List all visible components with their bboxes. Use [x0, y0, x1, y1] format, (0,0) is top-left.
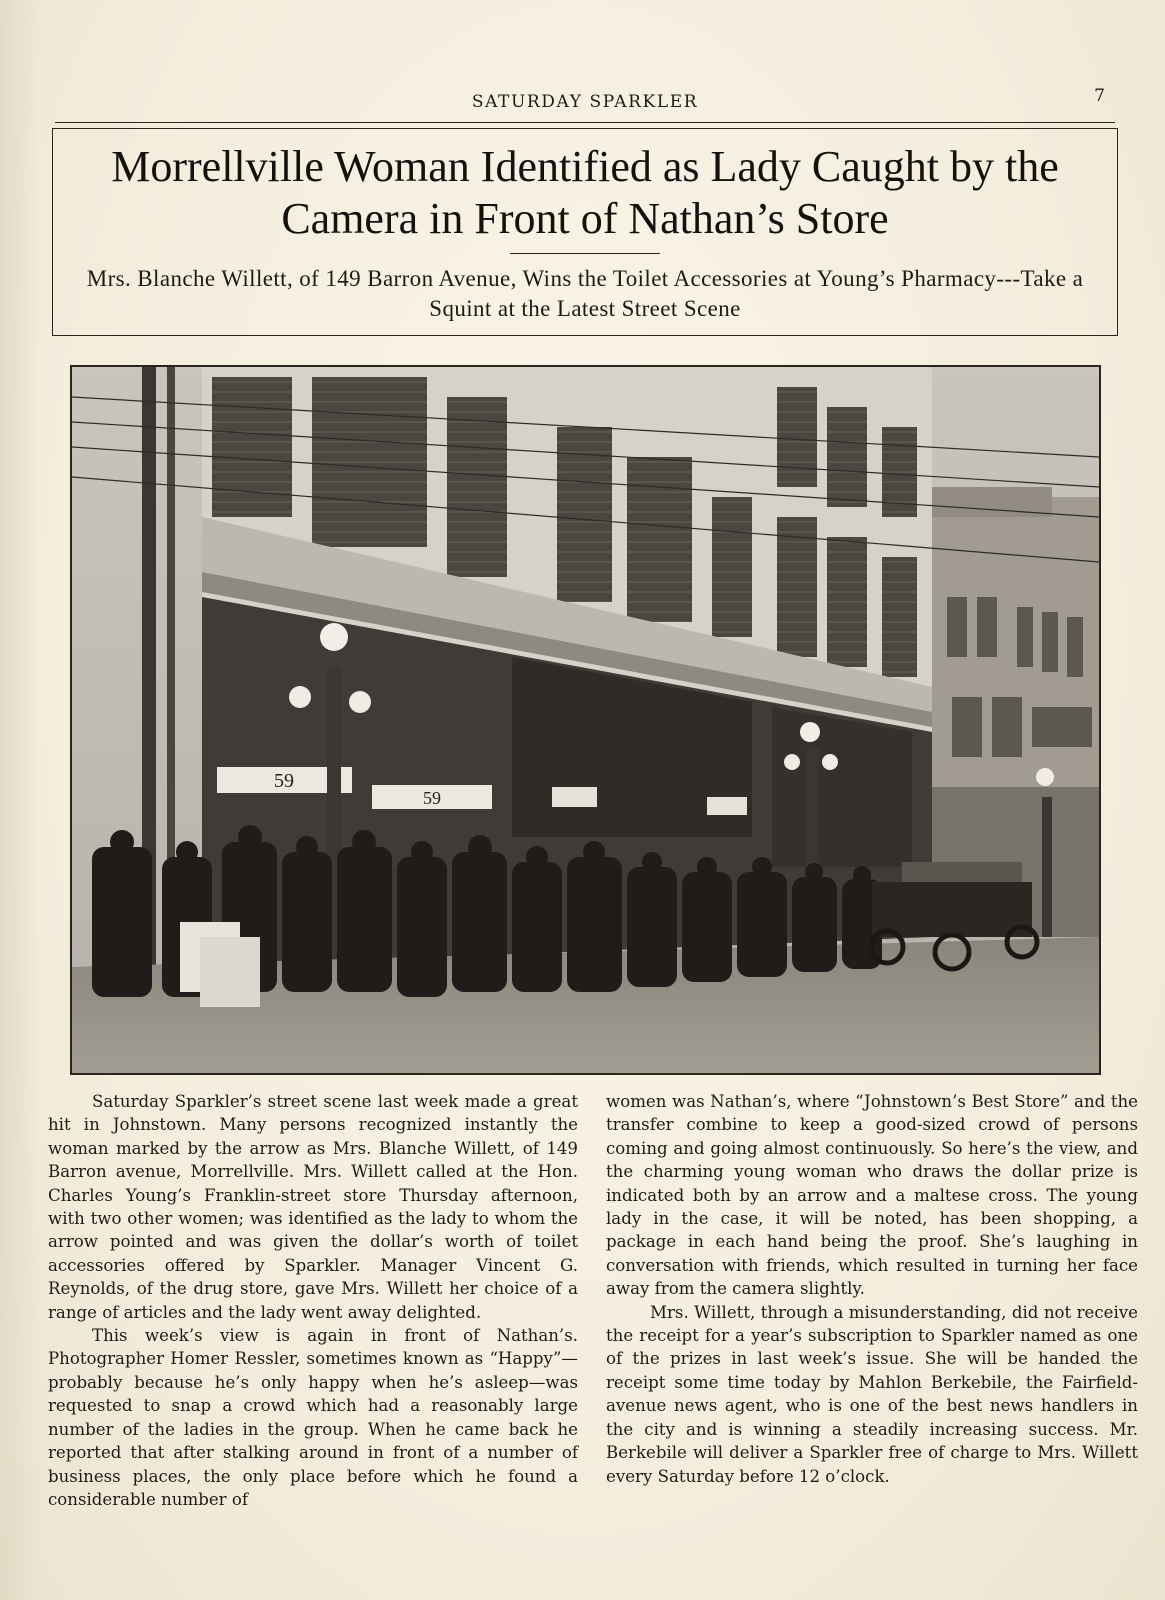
publication-title: SATURDAY SPARKLER [471, 92, 699, 112]
article-paragraph: Mrs. Willett, through a misunderstanding, did not receive the receipt for a year’s subscription to Sparkler named as one of the prizes in last week’s issue. She will be handed the receipt some time today by Mahlon Berkebile, the Fairfield-avenue news agent, who is one of the best news handlers in the city and is winning a steadily increasing success. Mr. Berkebile will deliver a Sparkler free of charge to Mrs. Willett every Saturday before 12 o’clock. [606, 1302, 1138, 1486]
article-paragraph: This week’s view is again in front of Nathan’s. Photographer Homer Ressler, sometimes known as “Happy”—probably because he’s only happy when he’s asleep—was requested to snap a crowd which had a reasonably large number of the ladies in the group. When he came back he reported that after stalking around in front of a number of business places, the only place before which he found a considerable number of [48, 1326, 578, 1509]
article-headline: Morrellville Woman Identified as Lady Caught by the Camera in Front of Nathan’s Store [111, 142, 1059, 243]
sign-price-right: 59 [423, 788, 441, 808]
article-paragraph-continued: women was Nathan’s, where “Johnstown’s Best Store” and the transfer combine to keep a good-sized crowd of persons coming and going almost continuously. So here’s the view, and the charming young woman who draws the dollar prize is indicated both by an arrow and a maltese cross. The young lady in the case, it will be noted, has been shopping, a package in each hand being the proof. She’s laughing in conversation with friends, which resulted in turning her face away from the camera slightly. [606, 1092, 1138, 1299]
article-paragraph: Saturday Sparkler’s street scene last week made a great hit in Johnstown. Many persons recognized instantly the woman marked by the arrow as Mrs. Blanche Willett, of 149 Barron avenue, Morrellville. Mrs. Willett called at the Hon. Charles Young’s Franklin-street store Thursday afternoon, with two other women; was identified as the lady to whom the arrow pointed and was given the dollar’s worth of toilet accessories offered by Sparkler. Manager Vincent G. Reynolds, of the drug store, gave Mrs. Willett her choice of a range of articles and the lady went away delighted. [48, 1092, 578, 1322]
page-fold-shadow [0, 0, 40, 1600]
article-column-right [606, 1090, 1138, 1488]
article-subheadline: Mrs. Blanche Willett, of 149 Barron Avenue, Wins the Toilet Accessories at Young’s Pharmacy---Take a Squint at the Latest Street Scene [86, 266, 1084, 321]
running-head [55, 86, 1115, 123]
sidewalk-board [200, 937, 260, 1007]
article-column-left [48, 1090, 578, 1511]
headline-box [52, 128, 1118, 336]
page-number: 7 [1094, 86, 1105, 106]
headline-divider [510, 253, 660, 254]
sign-price-left: 59 [274, 770, 294, 792]
street-scene-photo [70, 365, 1101, 1075]
